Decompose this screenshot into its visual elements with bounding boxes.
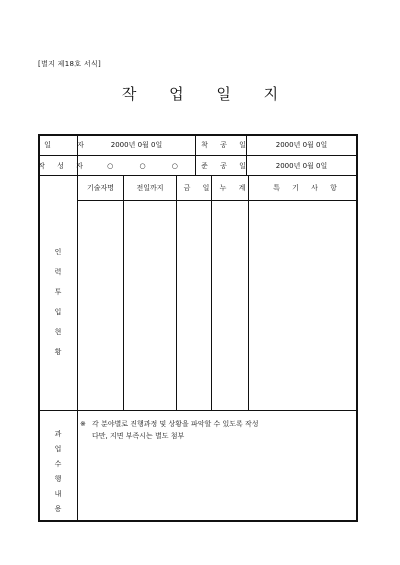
column-divider — [176, 175, 177, 411]
column-divider — [123, 175, 124, 411]
section-label-char: 현 — [54, 328, 62, 336]
progress-note-line-1 — [80, 418, 259, 430]
column-header-previous-total: 전일까지 — [136, 184, 164, 192]
table-bottom-border — [38, 520, 358, 522]
column-divider — [211, 175, 212, 411]
finish-date-label: 준 공 일 — [201, 161, 251, 170]
section-label-char: 과 — [54, 430, 62, 438]
progress-note-line-2: 다만, 지면 부족시는 별도 첨부 — [92, 432, 185, 440]
column-header-divider — [77, 200, 358, 201]
section-label-char: 인 — [54, 248, 62, 256]
section-label-char: 행 — [54, 475, 62, 483]
document-title: 작 업 일 지 — [121, 85, 293, 103]
section-divider — [38, 410, 358, 411]
manpower-section-label — [39, 247, 77, 357]
column-divider — [77, 175, 78, 521]
section-label-char: 용 — [54, 505, 62, 513]
start-date-label: 착 공 일 — [201, 141, 251, 149]
section-label-char: 수 — [54, 460, 62, 468]
reference-mark-icon: ※ — [80, 420, 86, 428]
finish-date-value: 2000년 0월 0일 — [275, 161, 328, 170]
progress-note — [80, 418, 259, 442]
section-label-char: 업 — [54, 445, 62, 453]
section-label-char: 황 — [54, 348, 62, 356]
author-label: 작 성 자 — [38, 161, 88, 170]
column-header-cumulative: 누 계 — [219, 184, 251, 192]
column-divider — [248, 175, 249, 411]
section-label-char: 내 — [54, 490, 62, 498]
progress-section-label — [39, 429, 77, 514]
date-value: 2000년 0월 0일 — [110, 141, 163, 149]
section-label-char: 력 — [54, 268, 62, 276]
date-label: 일 자 — [44, 141, 96, 149]
section-label-char: 입 — [54, 308, 62, 316]
progress-note-text: 각 분야별로 진행과정 및 상황을 파악할 수 있도록 작성 — [92, 420, 259, 428]
section-label-char: 투 — [54, 288, 62, 296]
author-value: ○ ○ ○ — [107, 161, 190, 170]
column-header-remarks: 특 기 사 항 — [273, 184, 342, 192]
column-header-technician-name: 기술자명 — [86, 184, 115, 192]
column-header-today: 금 일 — [183, 184, 215, 192]
start-date-value: 2000년 0월 0일 — [275, 141, 328, 149]
form-number-tag: [별지 제18호 서식] — [38, 60, 101, 68]
